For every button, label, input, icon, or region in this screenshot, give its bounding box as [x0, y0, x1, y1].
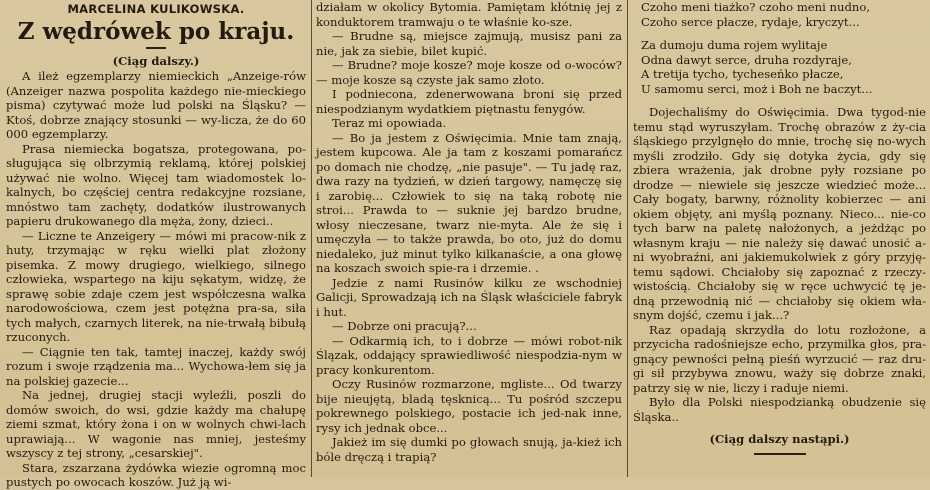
- paragraph: Raz opadają skrzydła do lotu rozłożone, a przycicha radośniejsze echo, przymilka głos, pra-gnący pewności pełną pieśń wyrzucić — raz dru-gi sił przybywa znowu, waży się dobrze znaki, patrzy się w nie, liczy i raduje niemi.: [633, 322, 926, 395]
- stanza-gap: [633, 96, 926, 105]
- paragraph: — Bo ja jestem z Oświęcimia. Mnie tam znają, jestem kupcowa. Ale ja tam z koszami pomarańcz po domach nie chodzę, „nie pasuje". — Tu jadę raz, dwa razy na tydzień, w dzień targowy, namęczę się i zarobię... Człowiek to się na taką robotę nie stroi... Prawda to — suknie jej bardzo brudne, włosy nieczesane, twarz nie-myta. Ale że się i umęczyła — to także prawda, bo oto, już do domu niedaleko, już minut tylko kilkanaście, a ona głowę na koszach swoich spie-ra i drzemie. .: [316, 130, 622, 275]
- end-rule: [754, 453, 806, 455]
- poem-stanza: [633, 38, 926, 96]
- paragraph: — Odkarmią ich, to i dobrze — mówi robot-nik Ślązak, oddający sprawiedliwość niespodzia-nym w pracy konkurentom.: [316, 333, 622, 377]
- paragraph: — Liczne te Anzeigery — mówi mi pracow-nik z huty, trzymając w ręku wielki plat złożony pisemka. Z mowy drugiego, wielkiego, silnego człowieka, wspartego na kiju sękatym, widzę, że sprawę sobie zdaje czem jest współczesna walka narodowościowa, czem jest potężna pra-sa, siła tych małych, czarnych literek, na nie-trwałą bibułą rzuconych.: [6, 228, 306, 344]
- paragraph: Oczy Rusinów rozmarzone, mgliste... Od twarzy bije nieujętą, bladą tęsknicą... Tu pośród szczepu pokrewnego polskiego, postacie ich jed-nak inne, rysy ich jednak obce...: [316, 377, 622, 435]
- poem-line: Za dumoju duma rojem wylitaje: [641, 38, 828, 52]
- paragraph: — Brudne? moje kosze? moje kosze od o-woców? — moje kosze są czyste jak samo złoto.: [316, 58, 622, 87]
- paragraph: — Brudne są, miejsce zajmują, musisz pani za nie, jak za siebie, bilet kupić.: [316, 29, 622, 58]
- column-rule: [311, 0, 312, 477]
- article-title: Z wędrówek po kraju.: [17, 17, 295, 45]
- paragraph: Stara, zszarzana żydówka wiezie ogromną moc pustych po owocach koszów. Już ją wi-: [6, 460, 306, 489]
- continued-label: (Ciąg dalszy.): [112, 53, 200, 68]
- paragraph: Na jednej, drugiej stacji wyleźli, poszli do domów swoich, do wsi, gdzie każdy ma chałupę ziemi szmat, który żona i on w wolnych chwi-lach uprawiają... W wagonie nas mniej, jesteśmy wszyscy z tej strony, „cesarskiej".: [6, 388, 306, 460]
- paragraph: Dojechaliśmy do Oświęcimia. Dwa tygod-nie temu stąd wyruszyłam. Trochę obrazów z ży-cia śląskiego przylgnęło do mnie, trochę się no-wych myśli zrodziło. Gdy się dotyka życia, gdy się zbiera wrażenia, jak drobne pyły rozsiane po drodze — niewiele się jeszcze wiedzieć może... Cały bogaty, barwny, różnolity kobierzec — ani okiem objęty, ani myślą poznany. Nieco... nie-co tych barw na paletę nałożonych, a jeżdżąc po własnym kraju — nie należy się dawać unosić a-ni wyobraźni, ani jakiemukolwiek z góry przyję-temu sądowi. Chciałoby się zapoznać z rzeczy-wistością. Chciałoby się w ręce uchwycić tę je-dną przewodnią nić — chciałoby się okiem wła-snym dojść, czemu i jak...?: [633, 105, 926, 322]
- poem-line: Czoho meni tiażko? czoho meni nudno,: [641, 0, 871, 14]
- poem-line: A tretija tycho, tycheseńko płacze,: [641, 67, 844, 81]
- paragraph: działam w okolicy Bytomia. Pamiętam kłótnię jej z konduktorem tramwaju o te właśnie ko-sze.: [316, 0, 622, 29]
- column-left: [6, 0, 306, 489]
- poem-line: U samomu serci, moż i Boh ne baczyt...: [641, 81, 873, 96]
- paragraph: Teraz mi opowiada.: [332, 116, 447, 130]
- article-author: MARCELINA KULIKOWSKA.: [67, 2, 245, 16]
- poem-stanza: [633, 0, 926, 29]
- paragraph: — Dobrze oni pracują?...: [332, 319, 477, 333]
- column-middle: [316, 0, 622, 477]
- paragraph: Było dla Polski niespodzianką obudzenie się Śląska..: [633, 395, 926, 424]
- poem-line: Odna dawyt serce, druha rozdyraje,: [641, 52, 852, 67]
- paragraph: — Ciągnie ten tak, tamtej inaczej, każdy swój rozum i swoje rządzenia ma... Wychowa-łem się ja na polskiej gazecie...: [6, 344, 306, 388]
- paragraph: Prasa niemiecka bogatsza, protegowana, po-sługująca się olbrzymią reklamą, której polskiej używać nie wolno. Więcej tam wiadomostek lo-kalnych, bo częściej centra redakcyjne rozsiane, mnóstwo tam zachęty, dodatków ilustrowanych papieru drukowanego dla męża, żony, dzieci..: [6, 141, 306, 228]
- paragraph: Jedzie z nami Rusinów kilku ze wschodniej Galicji, Sprowadzają ich na Śląsk właściciele fabryk i hut.: [316, 275, 622, 319]
- column-rule: [627, 0, 628, 477]
- paragraph: I podniecona, zdenerwowana broni się przed niespodzianym wydatkiem piętnastu fenygów.: [316, 87, 622, 116]
- paragraph: A ileż egzemplarzy niemieckich „Anzeige-rów (Anzeiger nazwa pospolita każdego nie-mieckiego pisma) czytywać może lud polski na Śląsku? — Ktoś, dobrze znający stosunki — wy-licza, że do 60 000 egzemplarzy.: [6, 69, 306, 141]
- to-be-continued-label: (Ciąg dalszy nastąpi.): [709, 432, 850, 446]
- paragraph: Jakież im się dumki po głowach snują, ja-kież ich bóle dręczą i trapią?: [316, 435, 622, 464]
- column-right: [633, 0, 926, 477]
- stanza-gap: [633, 29, 926, 38]
- poem-line: Czoho serce płacze, rydaje, kryczyt...: [641, 14, 860, 29]
- title-divider: [146, 47, 166, 49]
